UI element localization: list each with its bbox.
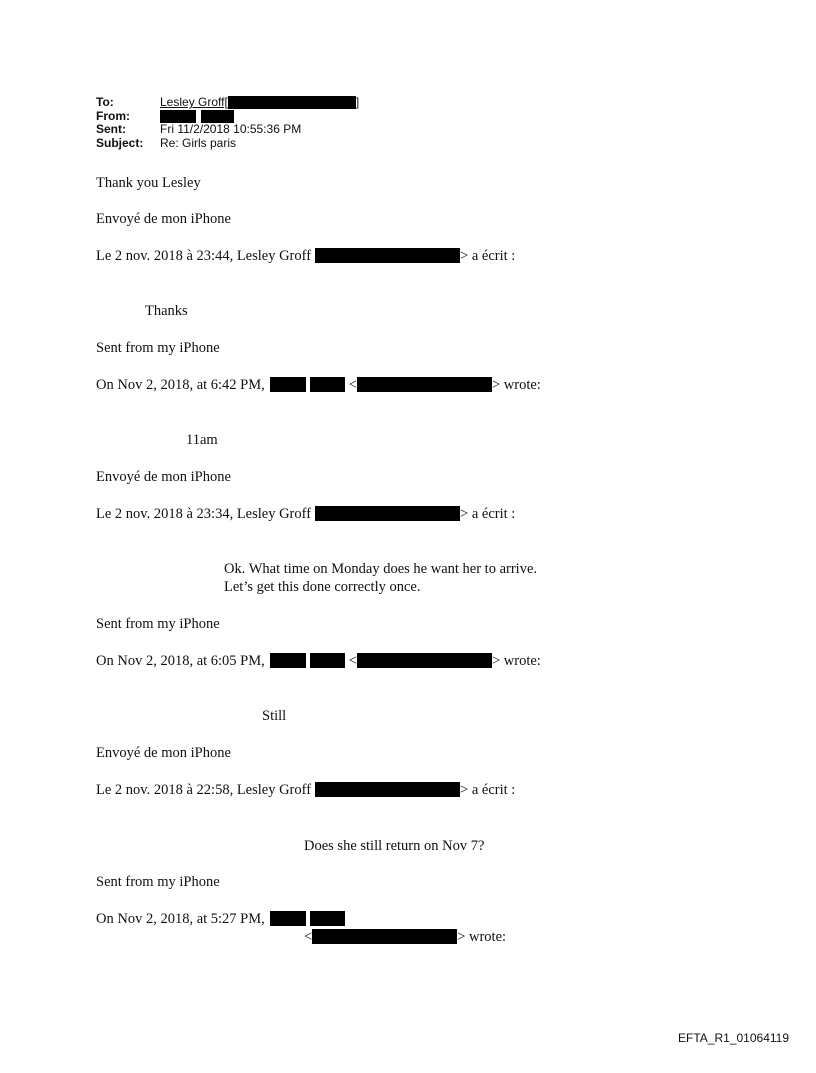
body-line: Still: [262, 708, 287, 724]
quote-attribution: On Nov 2, 2018, at 6:05 PM, < > wrote:: [96, 653, 541, 669]
signature-line: Envoyé de mon iPhone: [96, 745, 231, 761]
redaction-box: [160, 110, 196, 123]
sent-label: Sent:: [96, 122, 126, 136]
sent-value: Fri 11/2/2018 10:55:36 PM: [160, 122, 302, 136]
quote-attribution: On Nov 2, 2018, at 5:27 PM,: [96, 911, 345, 928]
redaction-box: [201, 110, 234, 123]
body-line: Thanks: [145, 303, 188, 319]
quote-attribution: Le 2 nov. 2018 à 23:34, Lesley Groff > a écrit :: [96, 506, 516, 522]
email-header: [96, 96, 359, 150]
redaction-box: [310, 653, 345, 668]
redaction-box: [312, 929, 457, 944]
body-line: Does she still return on Nov 7?: [304, 838, 485, 854]
redaction-box: [270, 653, 306, 668]
document-id: EFTA_R1_01064119: [678, 1031, 789, 1045]
quote-attribution: On Nov 2, 2018, at 6:42 PM, < > wrote:: [96, 377, 541, 393]
redaction-box: [270, 377, 306, 392]
redaction-box: [315, 248, 460, 263]
signature-line: Envoyé de mon iPhone: [96, 211, 231, 227]
to-value[interactable]: Lesley Groff[: [160, 95, 228, 109]
sent-row: [96, 123, 359, 137]
quote-attribution: Le 2 nov. 2018 à 22:58, Lesley Groff > a écrit :: [96, 782, 516, 798]
signature-line: Sent from my iPhone: [96, 340, 220, 356]
from-label: From:: [96, 108, 130, 123]
subject-label: Subject:: [96, 135, 144, 150]
body-line: Let’s get this done correctly once.: [224, 579, 421, 595]
signature-line: Envoyé de mon iPhone: [96, 469, 231, 485]
subject-row: [96, 137, 359, 151]
redaction-box: [228, 96, 356, 109]
redaction-box: [270, 911, 306, 926]
redaction-box: [357, 653, 492, 668]
body-line: 11am: [186, 432, 218, 448]
redaction-box: [315, 782, 460, 797]
quote-attribution: Le 2 nov. 2018 à 23:44, Lesley Groff > a écrit :: [96, 248, 516, 264]
quote-attribution-continued: < > wrote:: [304, 929, 507, 945]
redaction-box: [315, 506, 460, 521]
from-row: [96, 110, 359, 124]
to-close-bracket: ]: [355, 95, 360, 109]
subject-value: Re: Girls paris: [160, 135, 237, 150]
signature-line: Sent from my iPhone: [96, 874, 220, 890]
body-line: Thank you Lesley: [96, 175, 201, 191]
to-label: To:: [96, 95, 114, 109]
redaction-box: [357, 377, 492, 392]
signature-line: Sent from my iPhone: [96, 616, 220, 632]
redaction-box: [310, 911, 345, 926]
body-line: Ok. What time on Monday does he want her to arrive.: [224, 561, 538, 577]
redaction-box: [310, 377, 345, 392]
to-row: [96, 96, 359, 110]
